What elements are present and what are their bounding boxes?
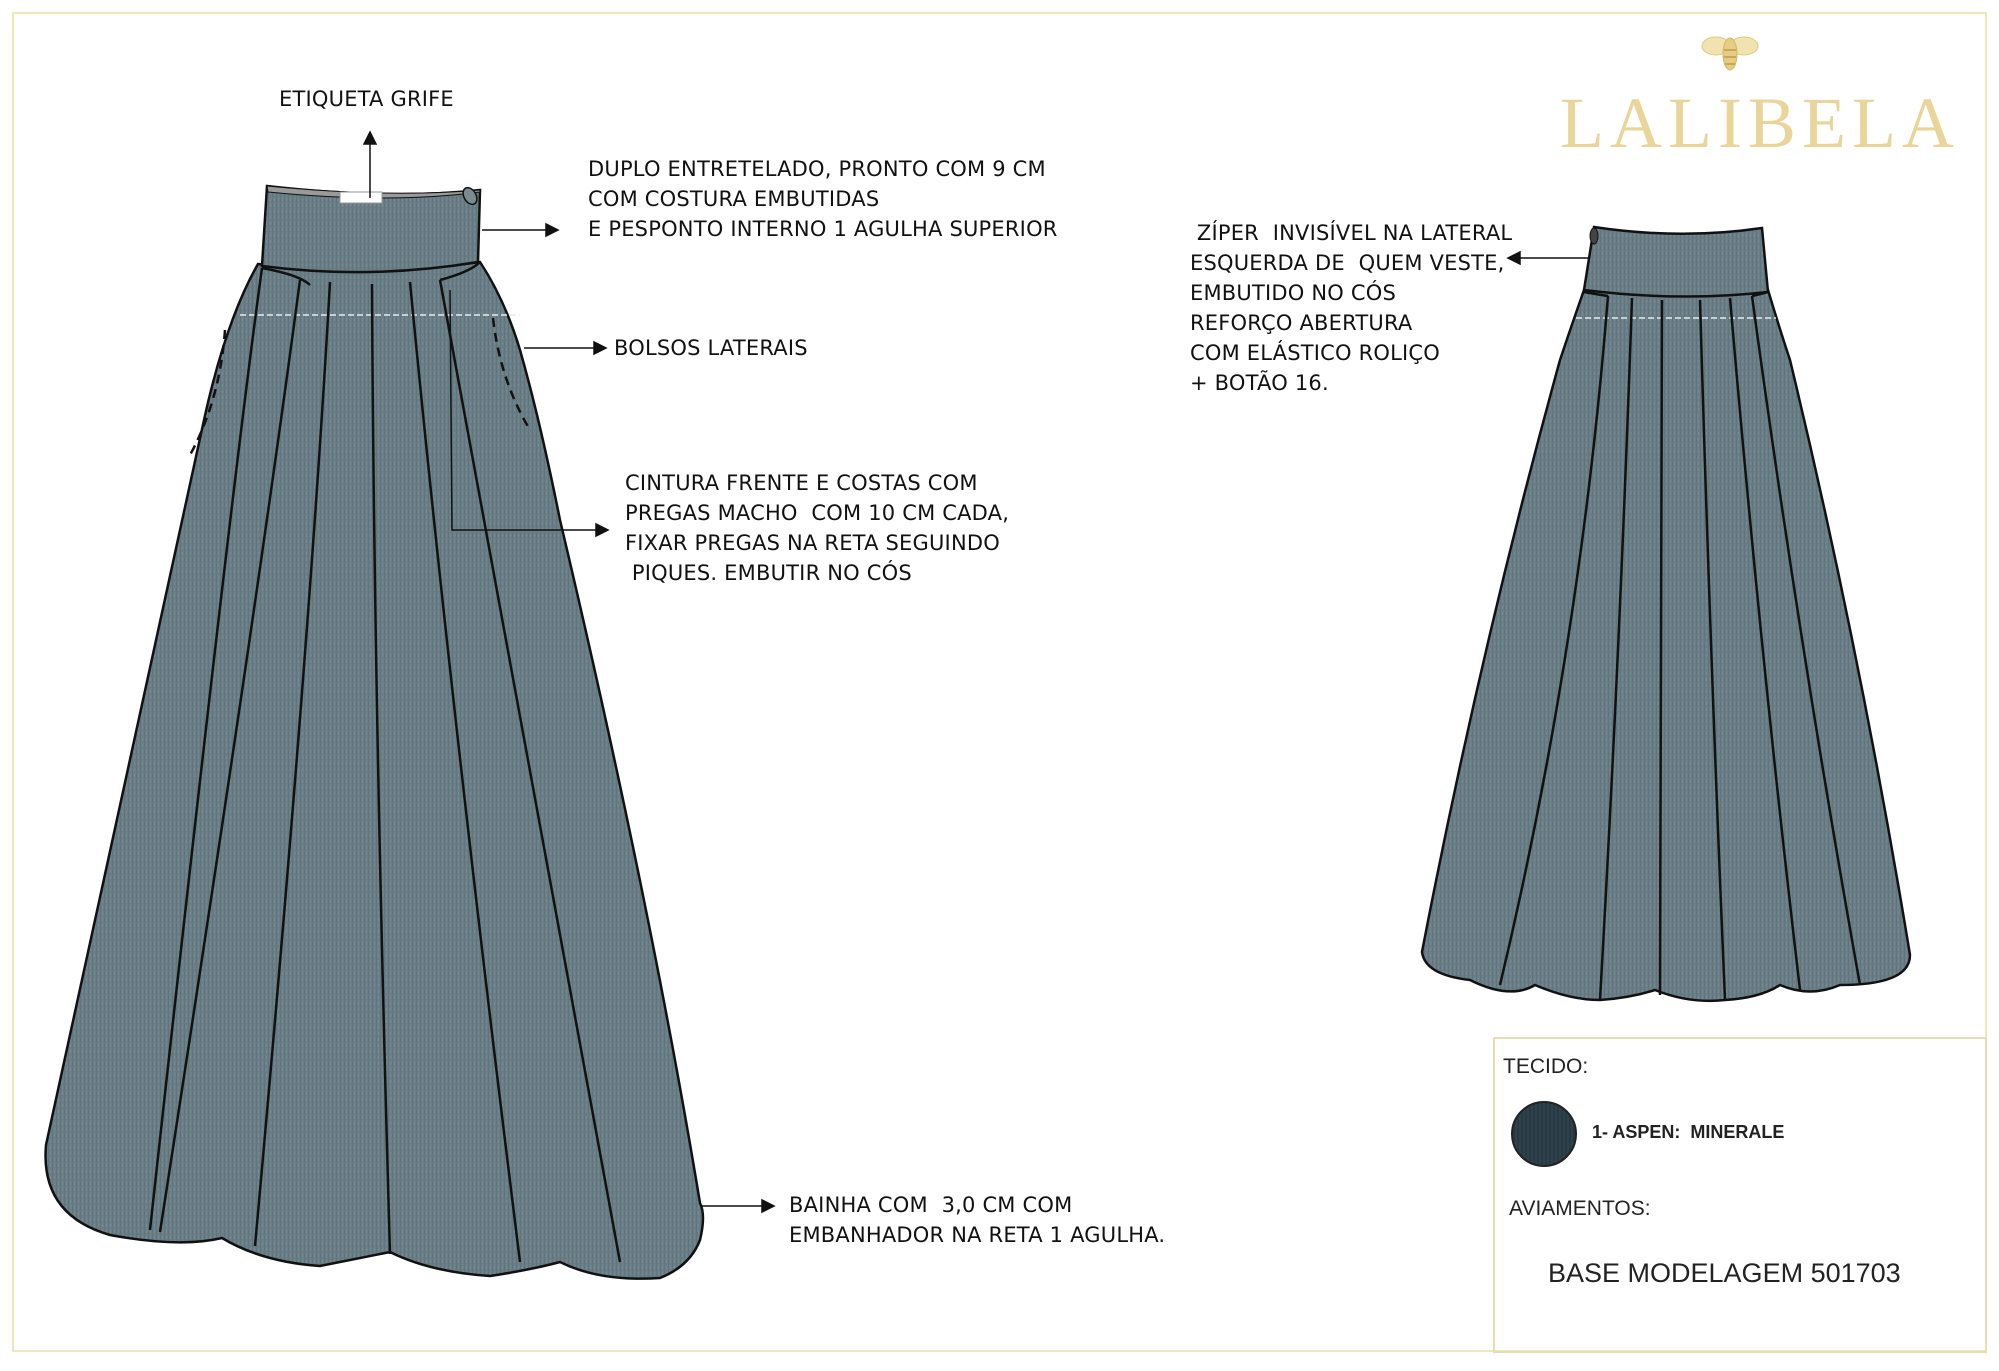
base-model: BASE MODELAGEM 501703 [1548,1258,1901,1288]
back-zipper-pull-icon [1590,228,1598,244]
annotation-pleats: CINTURA FRENTE E COSTAS COM PREGAS MACHO COM 10 CM CADA, FIXAR PREGAS NA RETA SEGUINDO PIQUES. EMBUTIR NO CÓS [625,471,1010,585]
spec-box [1493,1037,1987,1353]
arrow-waistband [482,224,558,236]
back-waistband [1584,227,1768,297]
annotation-label: ETIQUETA GRIFE [279,87,454,111]
bee-icon [1700,30,1760,79]
annotation-pockets: BOLSOS LATERAIS [614,336,808,360]
annotation-hem: BAINHA COM 3,0 CM COM EMBANHADOR NA RETA 1 AGULHA. [789,1193,1166,1247]
arrow-label [364,132,376,198]
arrow-hem [702,1200,774,1212]
fabric-swatch [1511,1101,1577,1167]
front-skirt-body [46,262,703,1279]
annotation-waistband: DUPLO ENTRETELADO, PRONTO COM 9 CM COM COSTURA EMBUTIDAS E PESPONTO INTERNO 1 AGULHA SUPERIOR [588,157,1058,241]
fabric-name: 1- ASPEN: MINERALE [1592,1122,1785,1142]
fabric-heading: TECIDO: [1503,1055,1589,1078]
arrow-pockets [524,342,606,354]
annotation-zipper: ZÍPER INVISÍVEL NA LATERAL ESQUERDA DE QUEM VESTE, EMBUTIDO NO CÓS REFORÇO ABERTURA COM ELÁSTICO ROLIÇO + BOTÃO 16. [1190,221,1513,395]
arrow-zipper [1508,252,1588,264]
brand-label-tag [340,192,382,203]
brand-logo: LALIBELA [1560,83,1960,163]
trims-heading: AVIAMENTOS: [1509,1197,1651,1220]
